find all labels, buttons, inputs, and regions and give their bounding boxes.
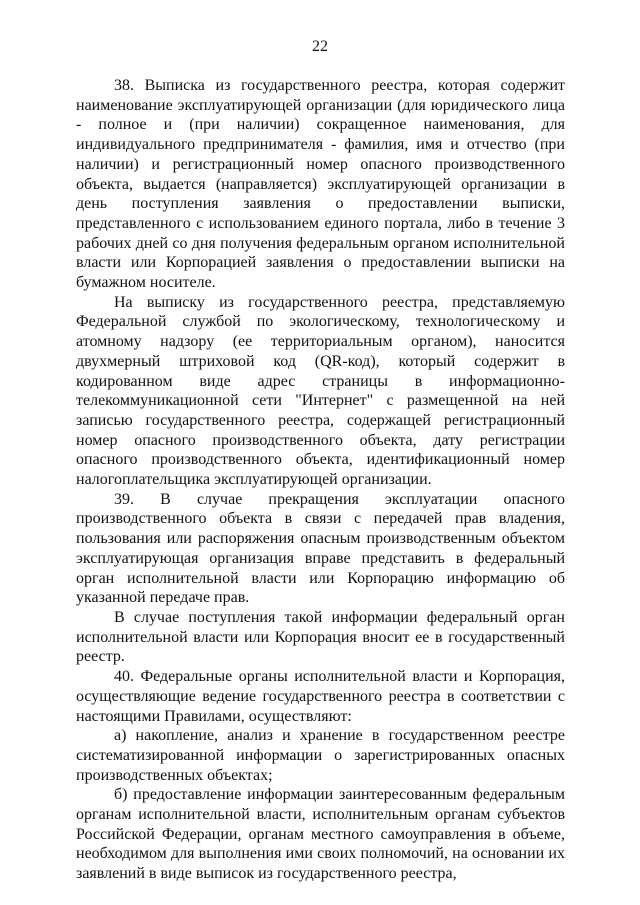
paragraph-40: 40. Федеральные органы исполнительной власти и Корпорация, осуществляющие ведение государственного реестра в соответствии с настоящими Правилами, осуществляют: <box>76 668 565 725</box>
document-body <box>76 76 565 884</box>
paragraph-40-b: б) предоставление информации заинтересованным федеральным органам исполнительной власти, исполнительным органам субъектов Российской Федерации, органам местного самоуправления в объеме, необходимом для выполнения ими своих полномочий, на основании их заявлений в виде выписок из государственного реестра, <box>76 786 565 883</box>
paragraph-39: 39. В случае прекращения эксплуатации опасного производственного объекта в связи с передачей прав владения, пользования или распоряжения опасным производственным объектом эксплуатирующая организация вправе представить в федеральный орган исполнительной власти или Корпорацию информацию об указанной передаче прав. <box>76 490 565 607</box>
page-number: 22 <box>312 38 328 55</box>
paragraph-registry-entry: В случае поступления такой информации федеральный орган исполнительной власти или Корпорация вносит ее в государственный реестр. <box>76 608 565 666</box>
paragraph-38: 38. Выписка из государственного реестра, которая содержит наименование эксплуатирующей организации (для юридического лица - полное и (при наличии) сокращенное наименования, для индивидуального предпринимателя - фамилия, имя и отчество (при наличии) и регистрационный номер опасного производственного объекта, выдается (направляется) эксплуатирующей организации в день поступления заявления о предоставлении выписки, представленного с использованием единого портала, либо в течение 3 рабочих дней со дня получения федеральным органом исполнительной власти или Корпорацией заявления о предоставлении выписки на бумажном носителе. <box>76 77 565 292</box>
paragraph-40-a: а) накопление, анализ и хранение в государственном реестре систематизированной информации о зарегистрированных опасных производственных объектах; <box>76 727 565 784</box>
paragraph-qr-code: На выписку из государственного реестра, представляемую Федеральной службой по экологическому, технологическому и атомному надзору (ее территориальным органом), наносится двухмерный штриховой код (QR-код), который содержит в кодированном виде адрес страницы в информационно-телекоммуникационной сети "Интернет" с размещенной на ней записью государственного реестра, содержащей регистрационный номер опасного производственного объекта, дату регистрации опасного производственного объекта, идентификационный номер налогоплательщика эксплуатирующей организации. <box>76 293 565 489</box>
